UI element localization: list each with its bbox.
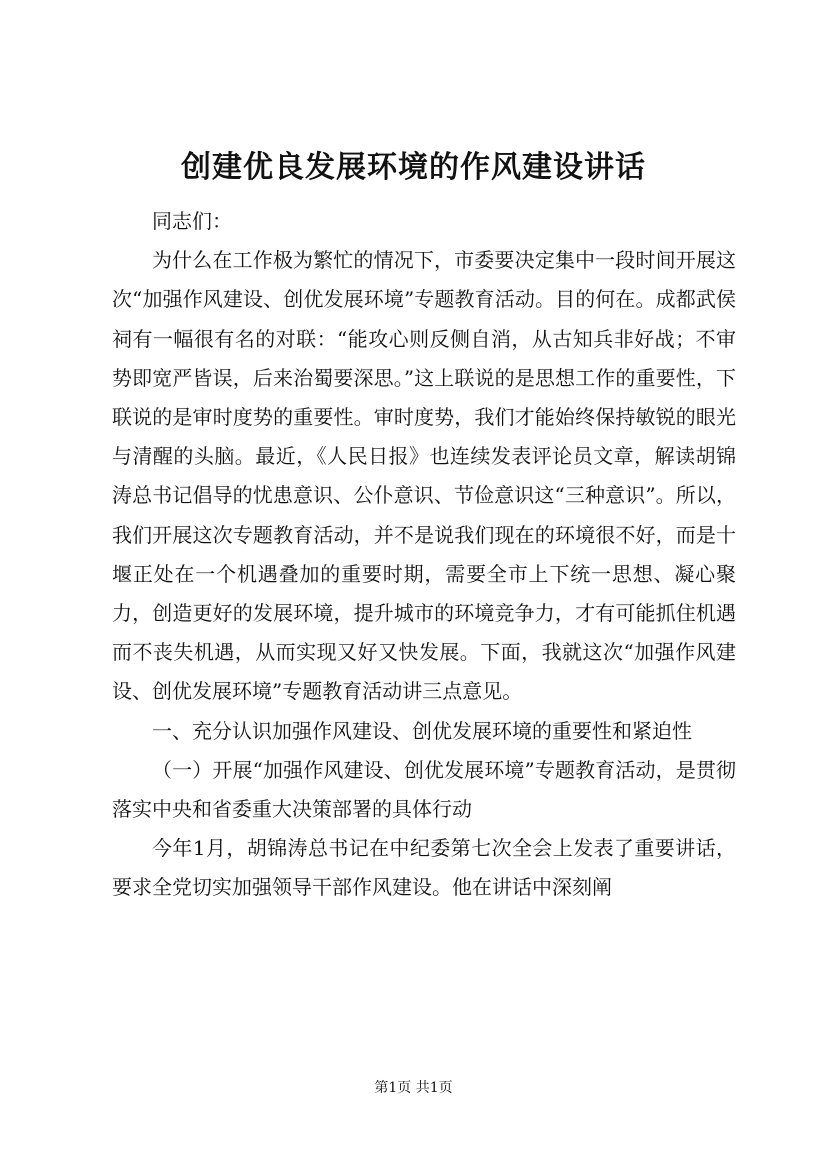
paragraph-intro: 为什么在工作极为繁忙的情况下，市委要决定集中一段时间开展这次“加强作风建设、创优发展环境”专题教育活动。目的何在。成都武侯祠有一幅很有名的对联：“能攻心则反侧自消，从古知兵非好战；不审势即宽严皆误，后来治蜀要深思。”这上联说的是思想工作的重要性，下联说的是审时度势的重要性。审时度势，我们才能始终保持敏锐的眼光与清醒的头脑。最近，《人民日报》也连续发表评论员文章，解读胡锦涛总书记倡导的忧患意识、公仆意识、节俭意识这“三种意识”。所以，我们开展这次专题教育活动，并不是说我们现在的环境很不好，而是十堰正处在一个机遇叠加的重要时期，需要全市上下统一思想、凝心聚力，创造更好的发展环境，提升城市的环境竞争力，才有可能抓住机遇而不丧失机遇，从而实现又好又快发展。下面，我就这次“加强作风建设、创优发展环境”专题教育活动讲三点意见。 — [112, 248, 736, 704]
paragraph-body: 今年1月，胡锦涛总书记在中纪委第七次全会上发表了重要讲话，要求全党切实加强领导干部作风建设。他在讲话中深刻阐 — [112, 836, 736, 900]
greeting: 同志们： — [152, 209, 232, 233]
subsection-heading-1: （一）开展“加强作风建设、创优发展环境”专题教育活动，是贯彻落实中央和省委重大决策部署的具体行动 — [112, 757, 736, 822]
document-body — [112, 202, 736, 908]
page-footer: 第1页 共1页 — [374, 1080, 453, 1096]
document-title: 创建优良发展环境的作风建设讲话 — [181, 150, 646, 185]
section-heading-1: 一、充分认识加强作风建设、创优发展环境的重要性和紧迫性 — [152, 718, 692, 743]
